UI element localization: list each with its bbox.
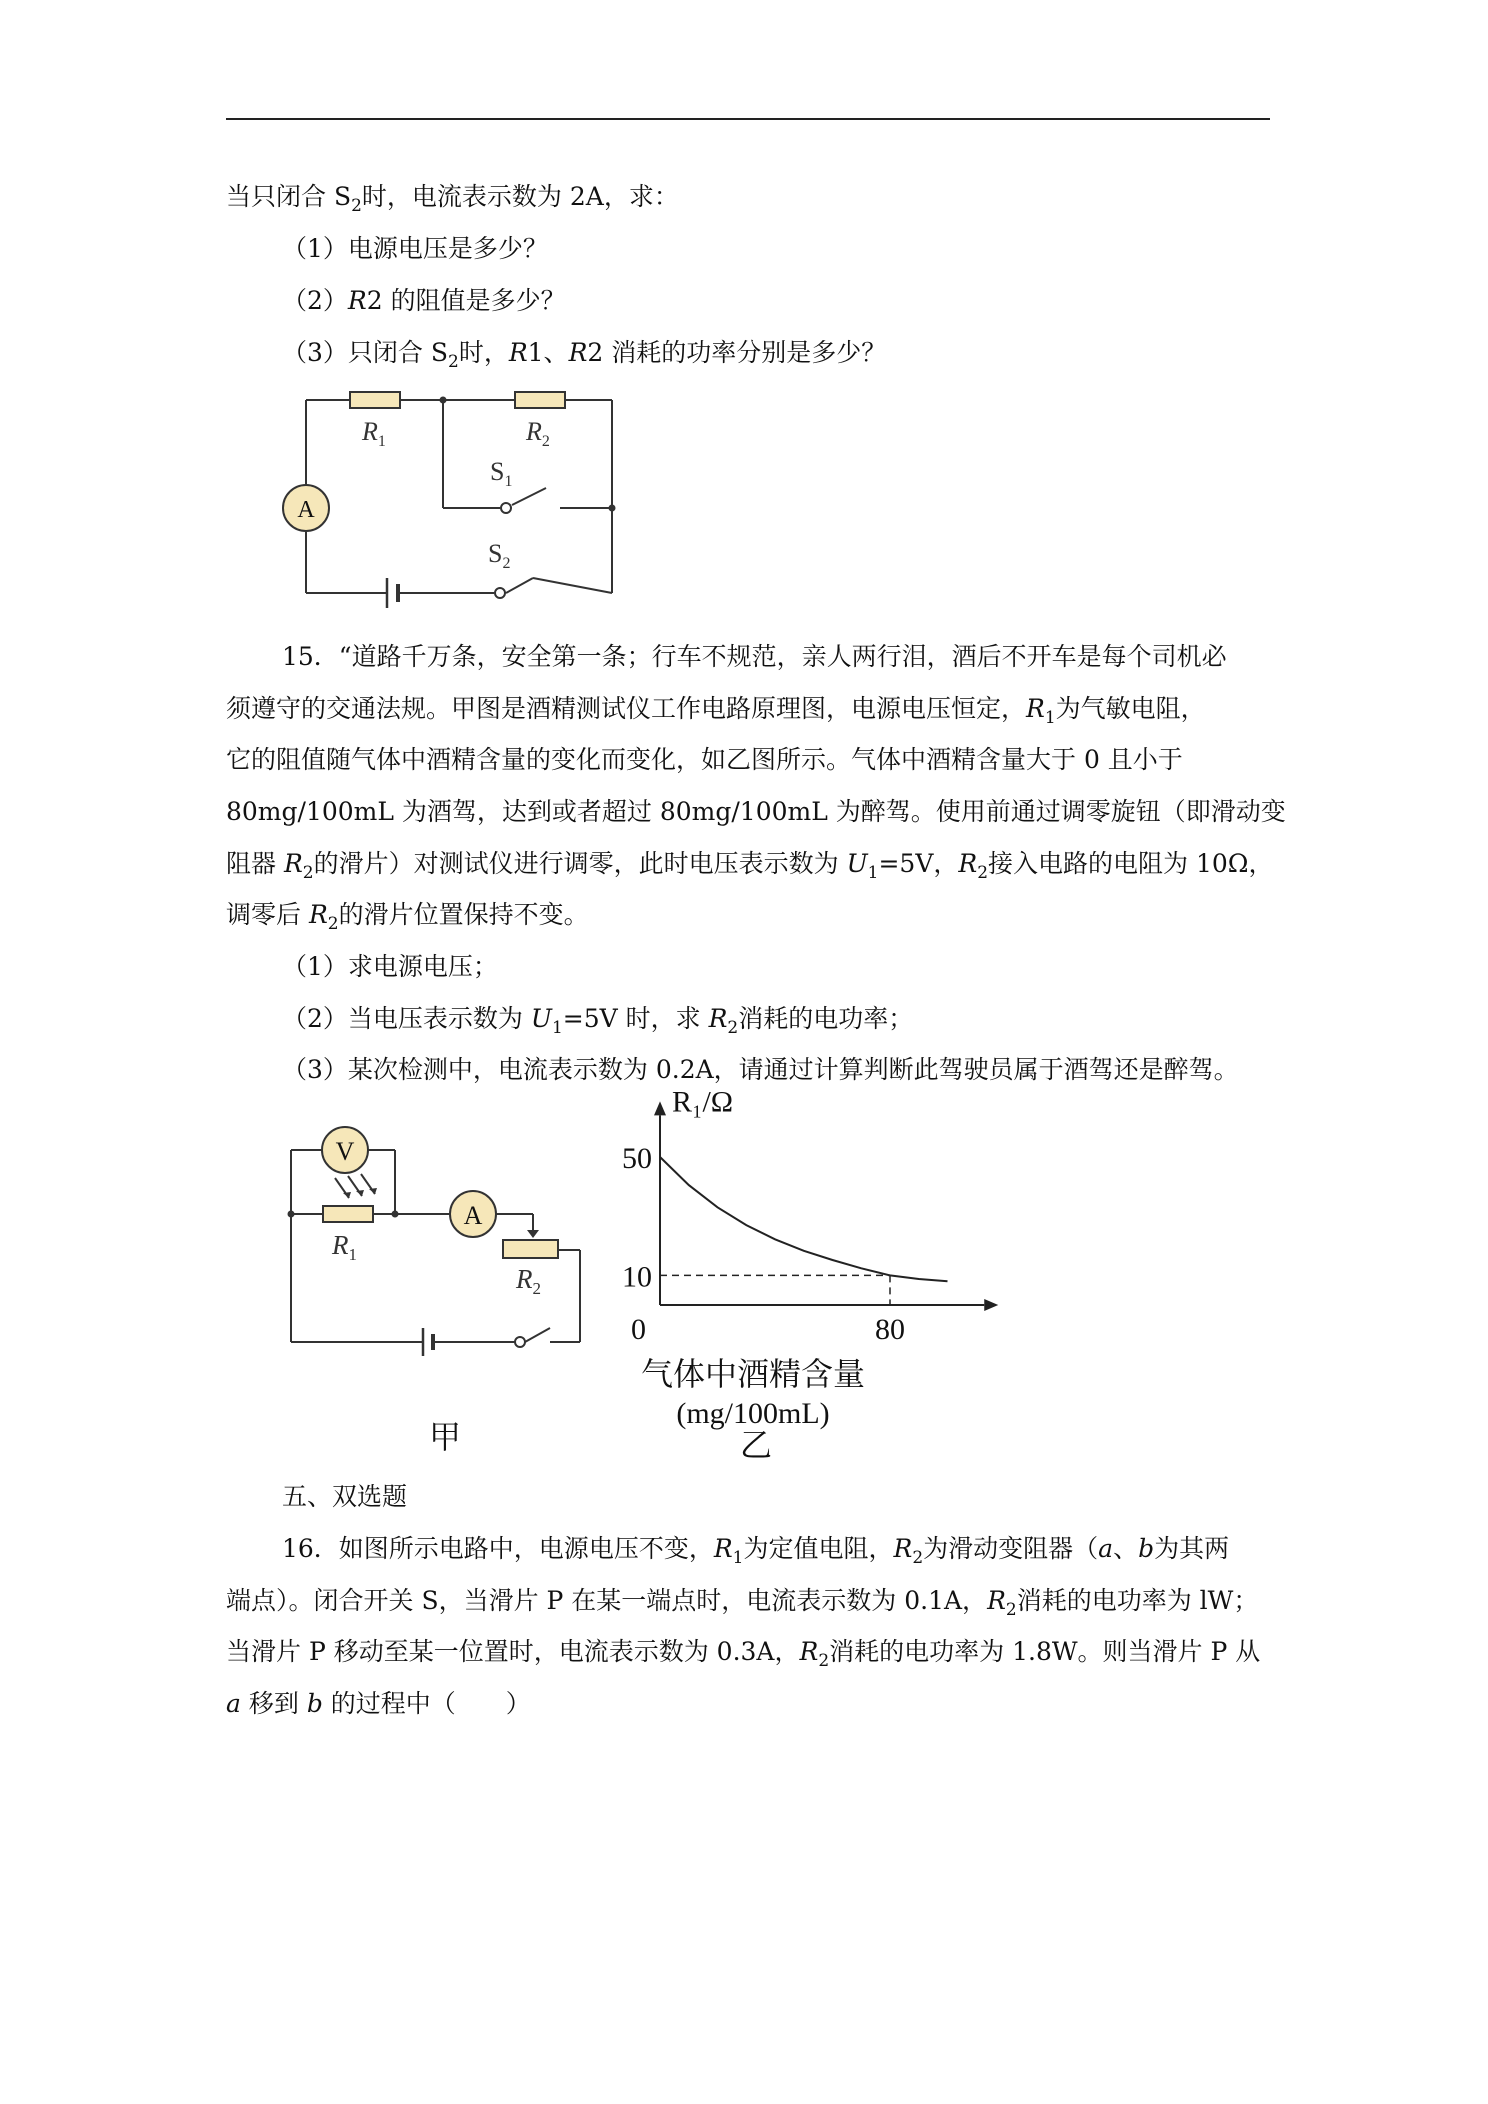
chart-x-axis-unit: (mg/100mL) — [676, 1397, 830, 1430]
q14-part3: （3）只闭合 $S_2$时，R1、R2 消耗的功率分别是多少？ — [282, 338, 887, 372]
q15-line5: 阻器 $R_2$的滑片）对测试仪进行调零，此时电压表示数为 $U_1=5V$，$R_2$接入电路的电阻为 10Ω， — [226, 849, 1274, 883]
chart-y-axis-label: R₁/Ω — [672, 1085, 734, 1119]
q15-line6: 调零后 $R_2$的滑片位置保持不变。 — [226, 900, 589, 934]
chart-series-line — [660, 1157, 948, 1281]
q16-line1: 16．如图所示电路中，电源电压不变，$R_1$为定值电阻，$R_2$为滑动变阻器（a、b为其两 — [282, 1534, 1230, 1568]
chart-y-arrow-icon — [654, 1101, 666, 1115]
ammeter-label: A — [463, 1201, 483, 1230]
q14-intro: 当只闭合 $S_2$时，电流表示数为 2A，求： — [226, 182, 679, 216]
q15-part3: （3）某次检测中，电流表示数为 0.2A，请通过计算判断此驾驶员属于酒驾还是醉驾。 — [282, 1055, 1239, 1084]
r1-label: $R_1$ — [362, 417, 386, 450]
q14-part2: （2）R2 的阻值是多少？ — [282, 286, 566, 315]
s1-label: $S_1$ — [490, 457, 513, 490]
r2-label: $R_2$ — [516, 1264, 541, 1298]
q15-part1: （1）求电源电压； — [282, 952, 498, 981]
chart-x-axis-label: 气体中酒精含量 — [640, 1356, 866, 1392]
chart-x-arrow-icon — [984, 1299, 998, 1311]
voltmeter-label: V — [335, 1137, 355, 1166]
chart-y-tick-label: 50 — [622, 1142, 652, 1175]
q16-line2: 端点）。闭合开关 S，当滑片 P 在某一端点时，电流表示数为 0.1A，$R_2$消耗的电功率为 lW； — [226, 1586, 1259, 1620]
q16-line3: 当滑片 P 移动至某一位置时，电流表示数为 0.3A，$R_2$消耗的电功率为 1.8W。则当滑片 P 从 — [226, 1637, 1261, 1671]
s2-label: $S_2$ — [488, 539, 511, 572]
q15-part2: （2）当电压表示数为 $U_1=5V$ 时，求 $R_2$消耗的电功率； — [282, 1004, 914, 1038]
q15-line1: 15．“道路千万条，安全第一条；行车不规范，亲人两行泪，酒后不开车是每个司机必 — [282, 642, 1227, 671]
q16-line4: a 移到 b 的过程中（ ） — [226, 1689, 531, 1718]
chart-x-tick-label: 80 — [875, 1313, 905, 1346]
q15-line3: 它的阻值随气体中酒精含量的变化而变化，如乙图所示。气体中酒精含量大于 0 且小于 — [226, 745, 1183, 774]
q15-line4: 80mg/100mL 为酒驾，达到或者超过 80mg/100mL 为醉驾。使用前通过调零旋钮（即滑动变 — [226, 797, 1286, 826]
chart-y-tick-label: 10 — [622, 1260, 652, 1294]
fig-jia-caption: 甲 — [428, 1419, 462, 1455]
q14-part1: （1）电源电压是多少？ — [282, 234, 548, 263]
section5-heading: 五、双选题 — [282, 1482, 408, 1511]
chart-origin-label: 0 — [631, 1313, 646, 1346]
fig-yi-caption: 乙 — [739, 1427, 773, 1463]
r1-label: $R_1$ — [332, 1230, 357, 1264]
r2-label: $R_2$ — [526, 417, 550, 450]
ammeter-label: A — [297, 497, 315, 523]
q15-line2: 须遵守的交通法规。甲图是酒精测试仪工作电路原理图，电源电压恒定，$R_1$为气敏电阻， — [226, 694, 1206, 728]
